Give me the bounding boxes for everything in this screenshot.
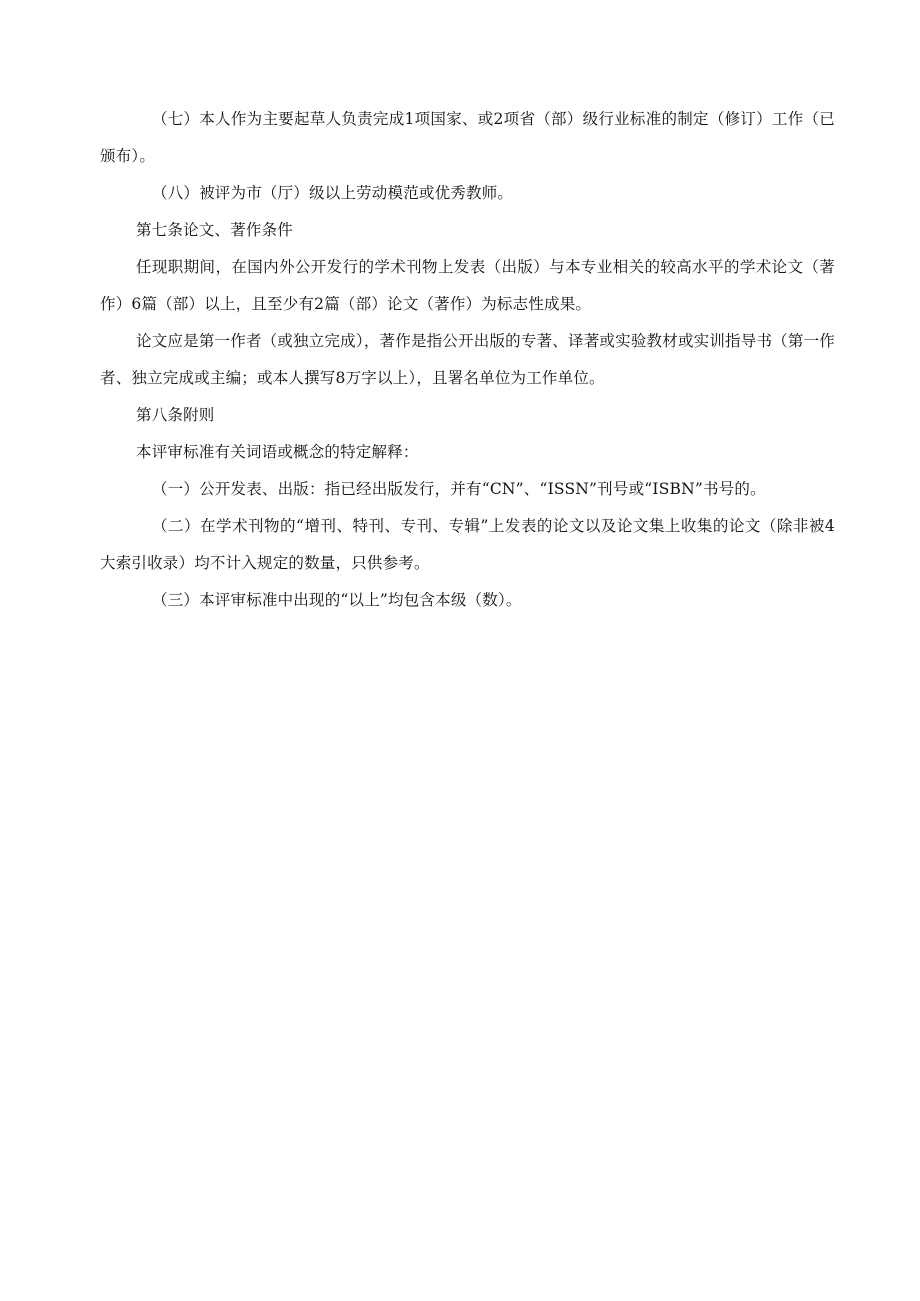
paragraph-clause-8: （八）被评为市（厅）级以上劳动模范或优秀教师。 — [152, 184, 514, 202]
article-8-heading: 第八条附则 — [136, 406, 215, 424]
document-page — [100, 101, 835, 619]
article-7-heading: 第七条论文、著作条件 — [136, 221, 294, 239]
definition-item-2: （二）在学术刊物的“增刊、特刊、专刊、专辑”上发表的论文以及论文集上收集的论文（除非被4大索引收录）均不计入规定的数量，只供参考。 — [100, 517, 835, 572]
paragraph-clause-7: （七）本人作为主要起草人负责完成1项国家、或2项省（部）级行业标准的制定（修订）工作（已颁布）。 — [100, 110, 835, 165]
definition-item-1: （一）公开发表、出版：指已经出版发行，并有“CN”、“ISSN”刊号或“ISBN”书号的。 — [152, 480, 766, 498]
paragraph-authorship-requirement: 论文应是第一作者（或独立完成），著作是指公开出版的专著、译著或实验教材或实训指导书（第一作者、独立完成或主编；或本人撰写8万字以上），且署名单位为工作单位。 — [100, 332, 835, 387]
paragraph-definitions-intro: 本评审标准有关词语或概念的特定解释： — [136, 443, 419, 461]
paragraph-publication-requirement: 任现职期间，在国内外公开发行的学术刊物上发表（出版）与本专业相关的较高水平的学术论文（著作）6篇（部）以上，且至少有2篇（部）论文（著作）为标志性成果。 — [100, 258, 835, 313]
definition-item-3: （三）本评审标准中出现的“以上”均包含本级（数）。 — [152, 591, 522, 609]
